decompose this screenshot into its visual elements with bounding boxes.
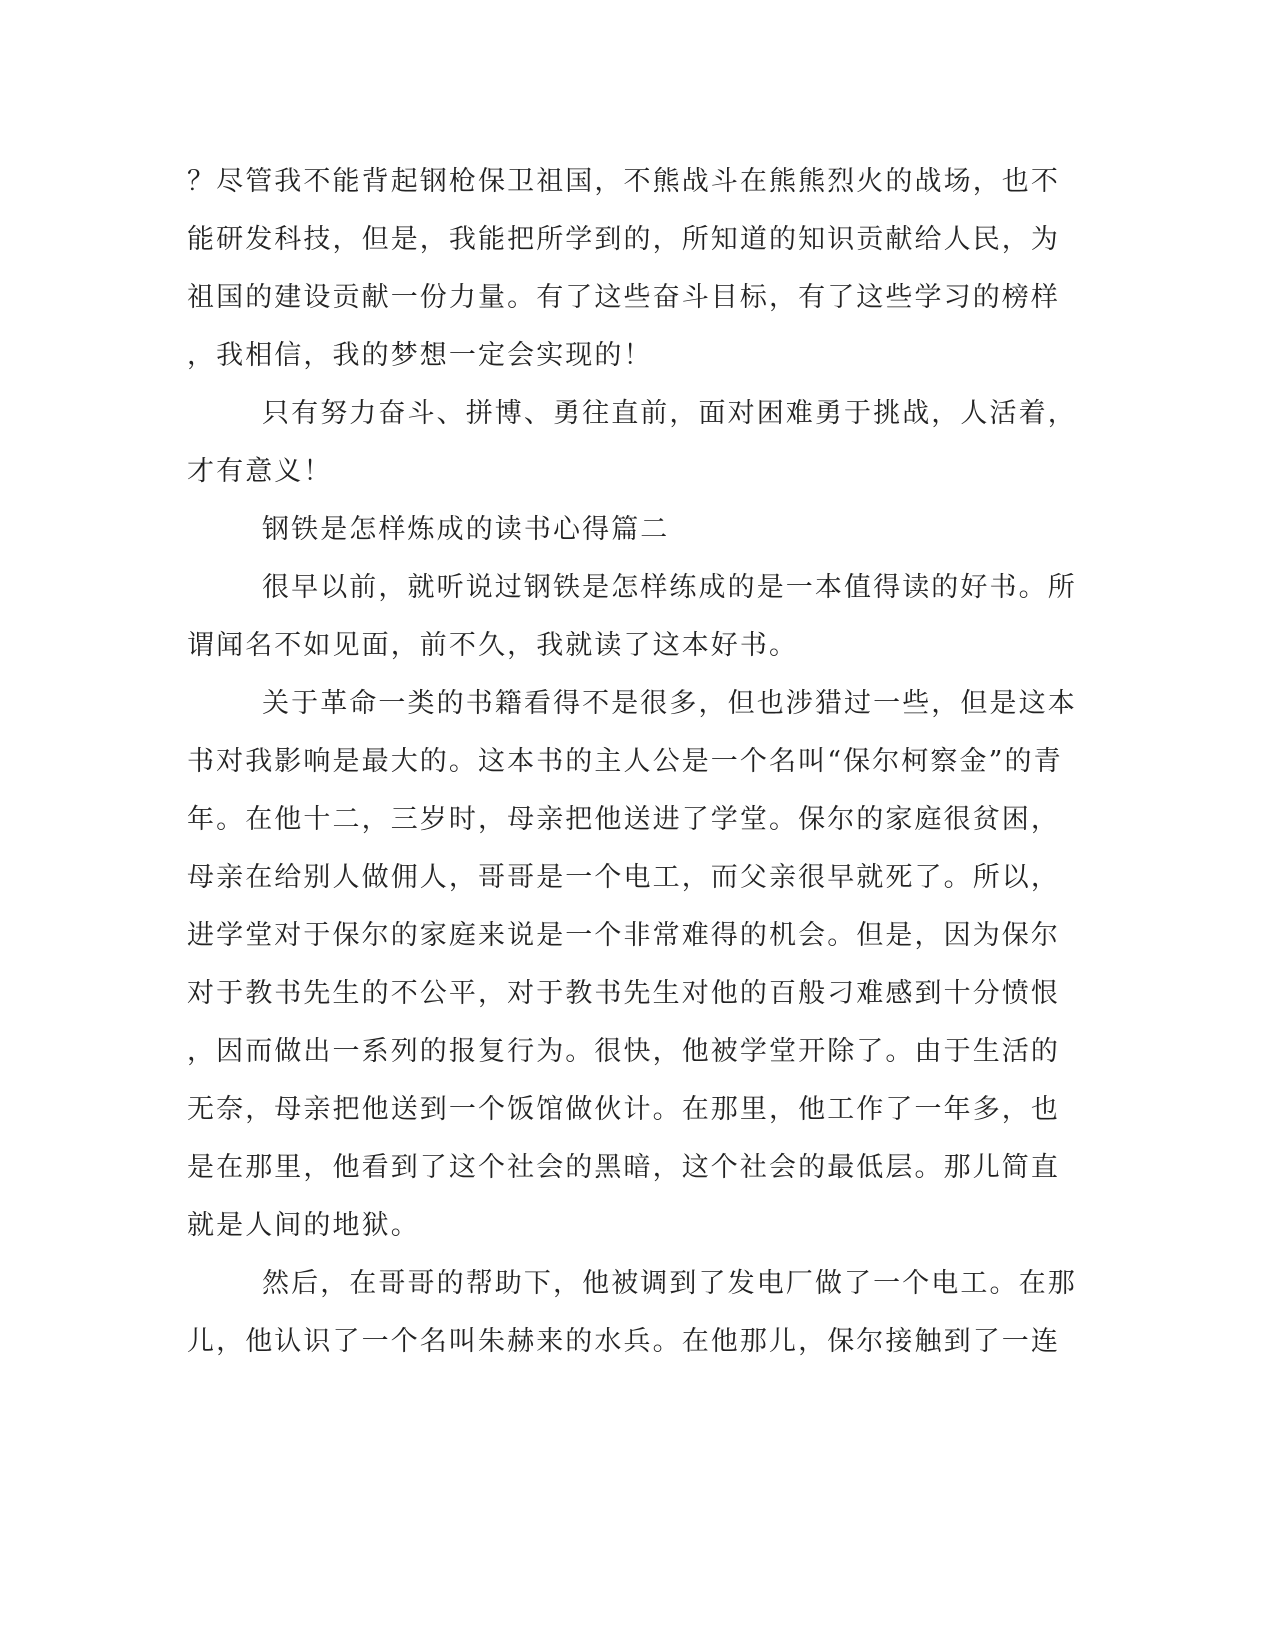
text-line: 是在那里，他看到了这个社会的黑暗，这个社会的最低层。那儿简直 [187,1152,1060,1183]
text-line: 就是人间的地狱。 [187,1210,420,1241]
text-line: ，因而做出一系列的报复行为。很快，他被学堂开除了。由于生活的 [187,1036,1060,1067]
text-line: 书对我影响是最大的。这本书的主人公是一个名叫“保尔柯察金”的青 [187,746,1063,777]
text-line: 很早以前，就听说过钢铁是怎样练成的是一本值得读的好书。所 [262,572,1077,603]
text-line: 进学堂对于保尔的家庭来说是一个非常难得的机会。但是，因为保尔 [187,920,1060,951]
text-line: 能研发科技，但是，我能把所学到的，所知道的知识贡献给人民，为 [187,224,1060,255]
text-line: 关于革命一类的书籍看得不是很多，但也涉猎过一些，但是这本 [262,688,1077,719]
text-line: ？尽管我不能背起钢枪保卫祖国，不熊战斗在熊熊烈火的战场，也不 [187,166,1060,197]
text-line: 祖国的建设贡献一份力量。有了这些奋斗目标，有了这些学习的榜样 [187,282,1060,313]
section-heading: 钢铁是怎样炼成的读书心得篇二 [262,514,670,545]
text-line: 无奈，母亲把他送到一个饭馆做伙计。在那里，他工作了一年多，也 [187,1094,1060,1125]
text-line: 年。在他十二，三岁时，母亲把他送进了学堂。保尔的家庭很贫困， [187,804,1060,835]
text-line: 儿，他认识了一个名叫朱赫来的水兵。在他那儿，保尔接触到了一连 [187,1326,1060,1357]
text-line: 只有努力奋斗、拼博、勇往直前，面对困难勇于挑战，人活着， [262,398,1077,429]
text-line: 母亲在给别人做佣人，哥哥是一个电工，而父亲很早就死了。所以， [187,862,1060,893]
text-line: 才有意义！ [187,456,333,487]
text-line: 对于教书先生的不公平，对于教书先生对他的百般刁难感到十分愤恨 [187,978,1060,1009]
text-line: ，我相信，我的梦想一定会实现的！ [187,340,653,371]
text-line: 然后，在哥哥的帮助下，他被调到了发电厂做了一个电工。在那 [262,1268,1077,1299]
text-line: 谓闻名不如见面，前不久，我就读了这本好书。 [187,630,799,661]
